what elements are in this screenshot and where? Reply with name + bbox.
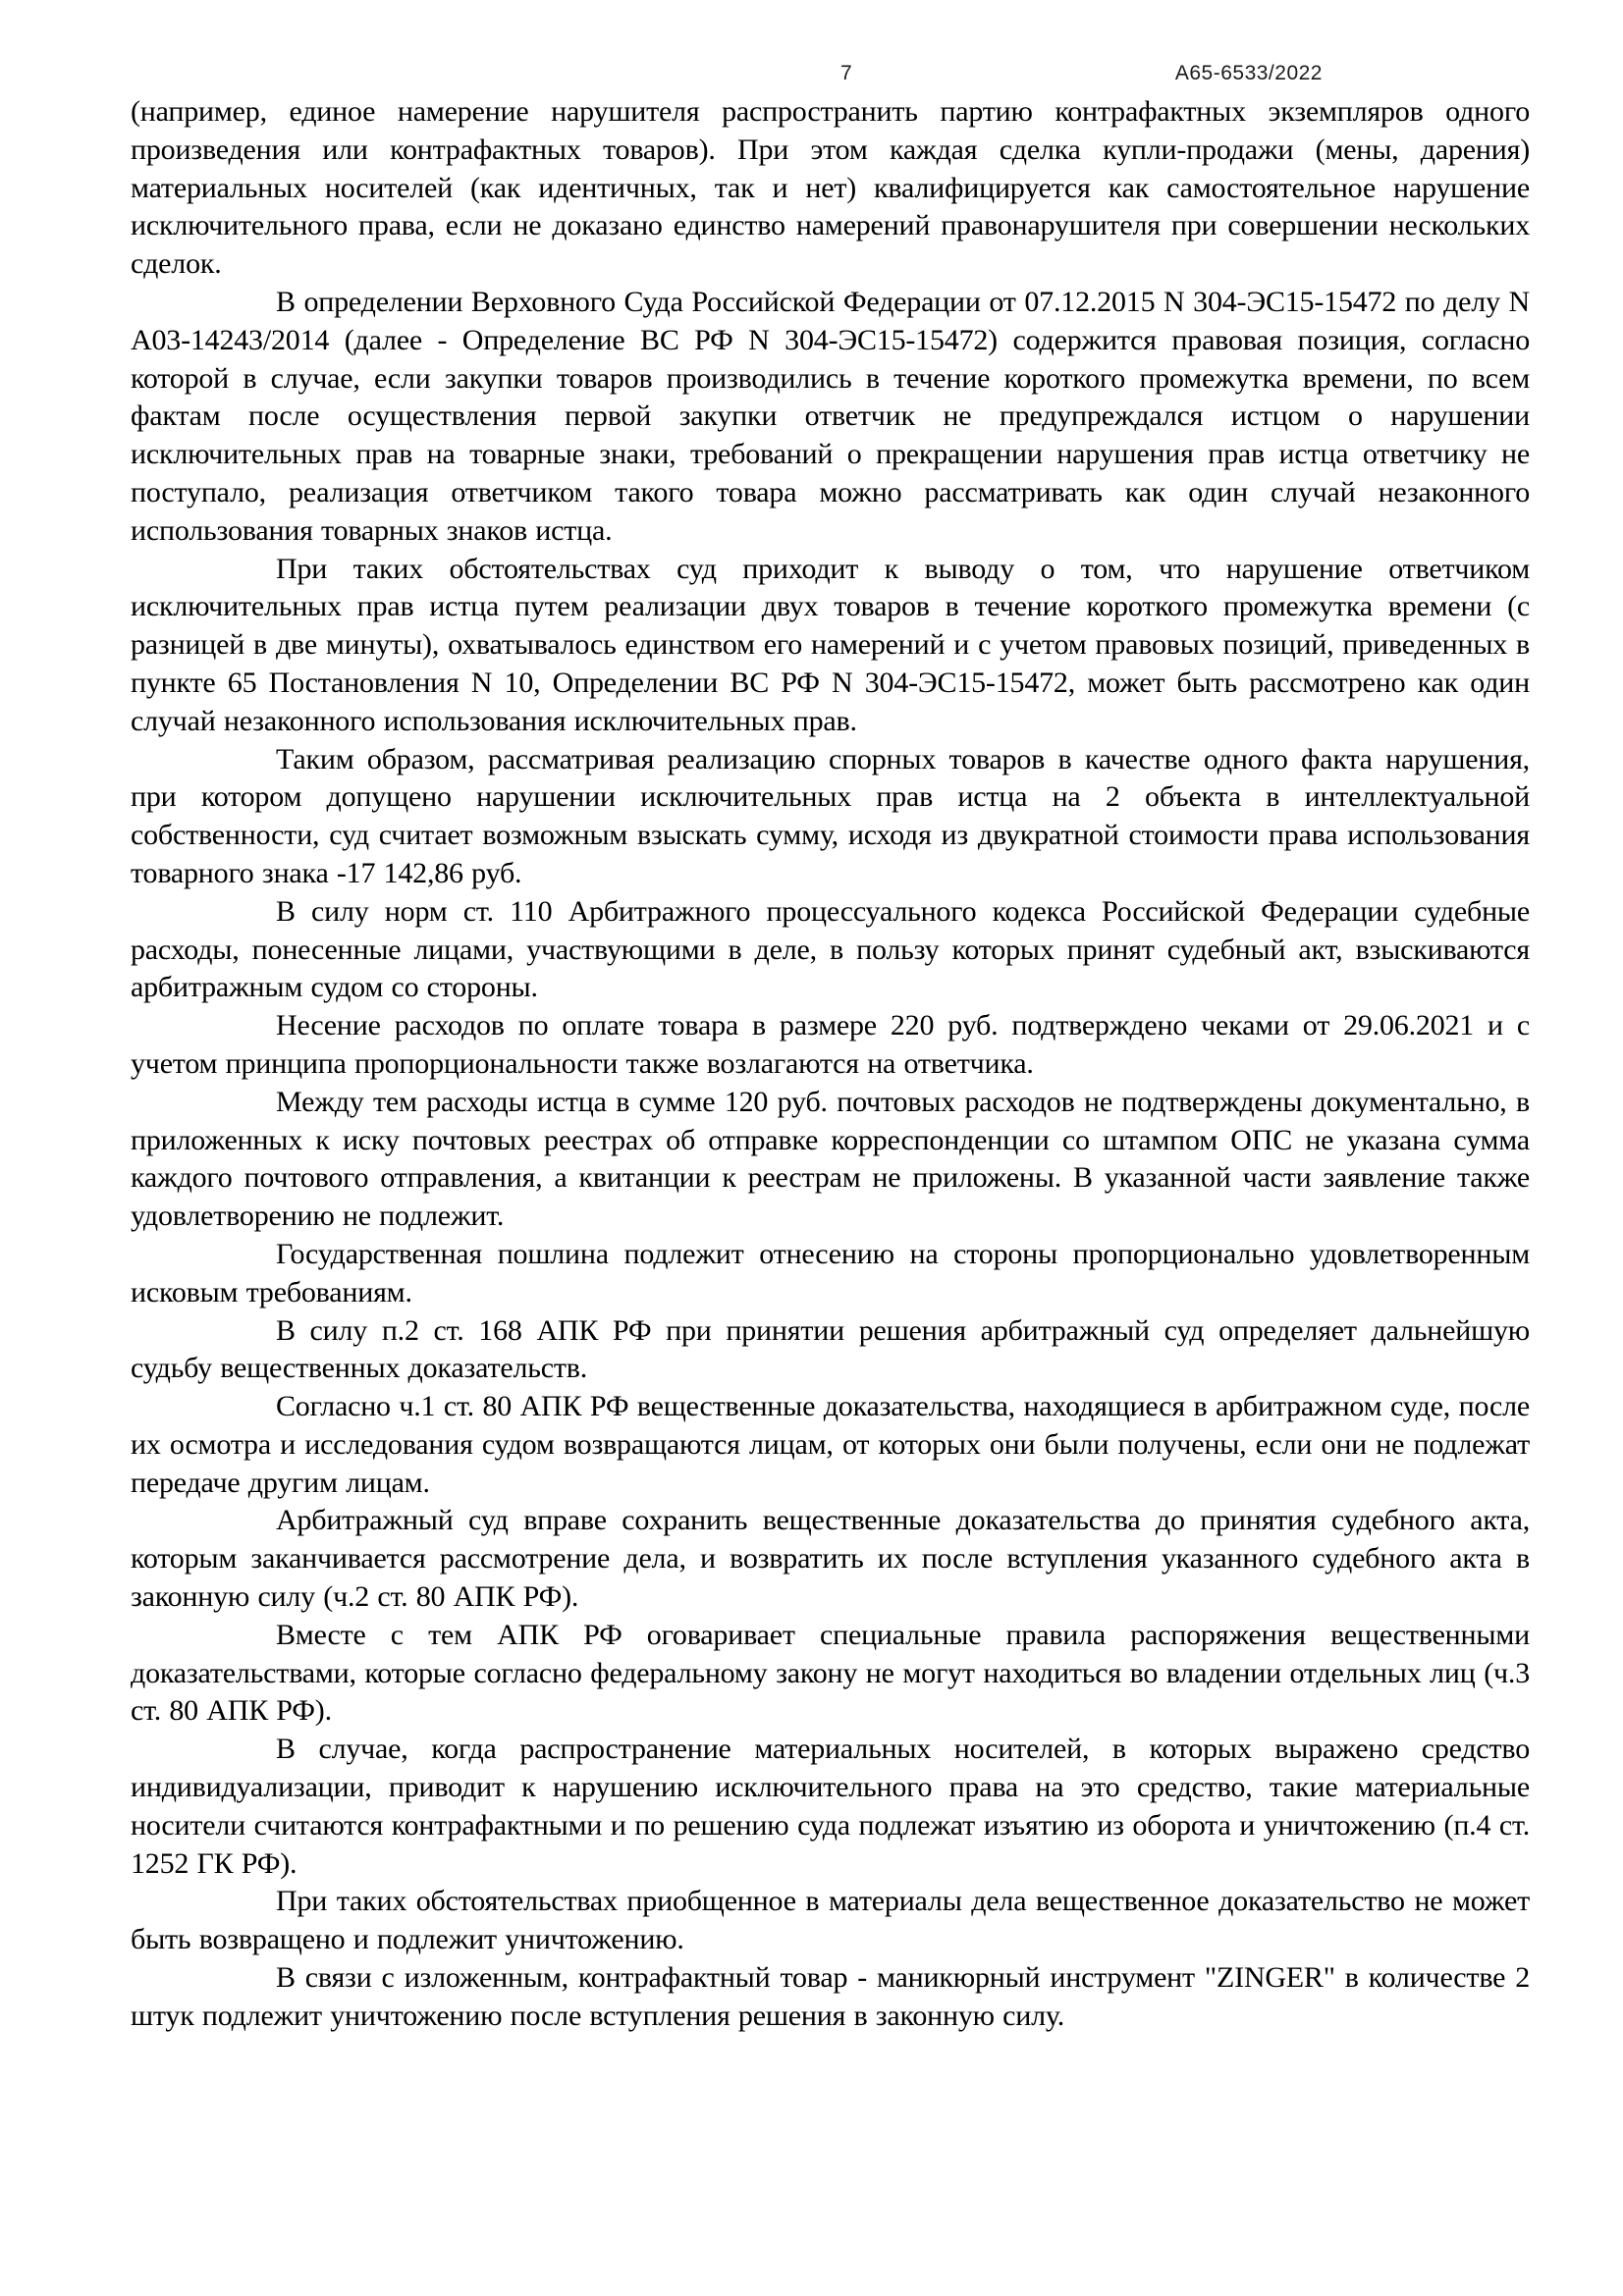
paragraph: Государственная пошлина подлежит отнесению на стороны пропорционально удовлетворенным исковым требованиям.	[131, 1237, 1530, 1308]
paragraph: Вместе с тем АПК РФ оговаривает специальные правила распоряжения вещественными доказательствами, которые согласно федеральному закону не могут находиться во владении отдельных лиц (ч.3 ст. 80 АПК РФ).	[131, 1618, 1530, 1728]
case-number: А65-6533/2022	[1174, 62, 1323, 84]
paragraph: Арбитражный суд вправе сохранить вещественные доказательства до принятия судебного акта, которым заканчивается рассмотрение дела, и возвратить их после вступления указанного судебного акта в законную силу (ч.2 ст. 80 АПК РФ).	[131, 1504, 1530, 1614]
paragraph: При таких обстоятельствах суд приходит к выводу о том, что нарушение ответчиком исключительных прав истца путем реализации двух товаров в течение короткого промежутка времени (с разницей в две минуты), охватывалось единством его намерений и с учетом правовых позиций, приведенных в пункте 65 Постановления N 10, Определении ВС РФ N 304-ЭС15-15472, может быть рассмотрено как один случай незаконного использования исключительных прав.	[131, 552, 1530, 737]
page-number: 7	[840, 62, 852, 84]
paragraph: В силу норм ст. 110 Арбитражного процессуального кодекса Российской Федерации судебные расходы, понесенные лицами, участвующими в деле, в пользу которых принят судебный акт, взыскиваются арбитражным судом со стороны.	[131, 894, 1530, 1004]
paragraph: Таким образом, рассматривая реализацию спорных товаров в качестве одного факта нарушения, при котором допущено нарушении исключительных прав истца на 2 объекта в интеллектуальной собственности, суд считает возможным взыскать сумму, исходя из двукратной стоимости права использования товарного знака -17 142,86 руб.	[131, 742, 1530, 889]
page-header	[131, 55, 1530, 93]
paragraph: Между тем расходы истца в сумме 120 руб. почтовых расходов не подтверждены документально, в приложенных к иску почтовых реестрах об отправке корреспонденции со штампом ОПС не указана сумма каждого почтового отправления, а квитанции к реестрам не приложены. В указанной части заявление также удовлетворению не подлежит.	[131, 1085, 1530, 1233]
paragraph: Несение расходов по оплате товара в размере 220 руб. подтверждено чеками от 29.06.2021 и с учетом принципа пропорциональности также возлагаются на ответчика.	[131, 1009, 1530, 1080]
paragraph: В силу п.2 ст. 168 АПК РФ при принятии решения арбитражный суд определяет дальнейшую судьбу вещественных доказательств.	[131, 1313, 1530, 1385]
paragraph: В случае, когда распространение материальных носителей, в которых выражено средство индивидуализации, приводит к нарушению исключительного права на это средство, такие материальные носители считаются контрафактными и по решению суда подлежат изъятию из оборота и уничтожению (п.4 ст. 1252 ГК РФ).	[131, 1733, 1530, 1880]
paragraph: В определении Верховного Суда Российской Федерации от 07.12.2015 N 304-ЭС15-15472 по делу N А03-14243/2014 (далее - Определение ВС РФ N 304-ЭС15-15472) содержится правовая позиция, согласно которой в случае, если закупки товаров производились в течение короткого промежутка времени, по всем фактам после осуществления первой закупки ответчик не предупреждался истцом о нарушении исключительных прав на товарные знаки, требований о прекращении нарушения прав истца ответчику не поступало, реализация ответчиком такого товара можно рассматривать как один случай незаконного использования товарных знаков истца.	[131, 285, 1530, 547]
paragraph: В связи с изложенным, контрафактный товар - маникюрный инструмент "ZINGER" в количестве 2 штук подлежит уничтожению после вступления решения в законную силу.	[131, 1961, 1530, 2032]
paragraph: При таких обстоятельствах приобщенное в материалы дела вещественное доказательство не может быть возвращено и подлежит уничтожению.	[131, 1885, 1530, 1956]
paragraph: (например, единое намерение нарушителя распространить партию контрафактных экземпляров одного произведения или контрафактных товаров). При этом каждая сделка купли-продажи (мены, дарения) материальных носителей (как идентичных, так и нет) квалифицируется как самостоятельное нарушение исключительного права, если не доказано единство намерений правонарушителя при совершении нескольких сделок.	[131, 95, 1530, 281]
document-body	[131, 93, 1530, 2036]
paragraph: Согласно ч.1 ст. 80 АПК РФ вещественные доказательства, находящиеся в арбитражном суде, после их осмотра и исследования судом возвращаются лицам, от которых они были получены, если они не подлежат передаче другим лицам.	[131, 1390, 1530, 1499]
